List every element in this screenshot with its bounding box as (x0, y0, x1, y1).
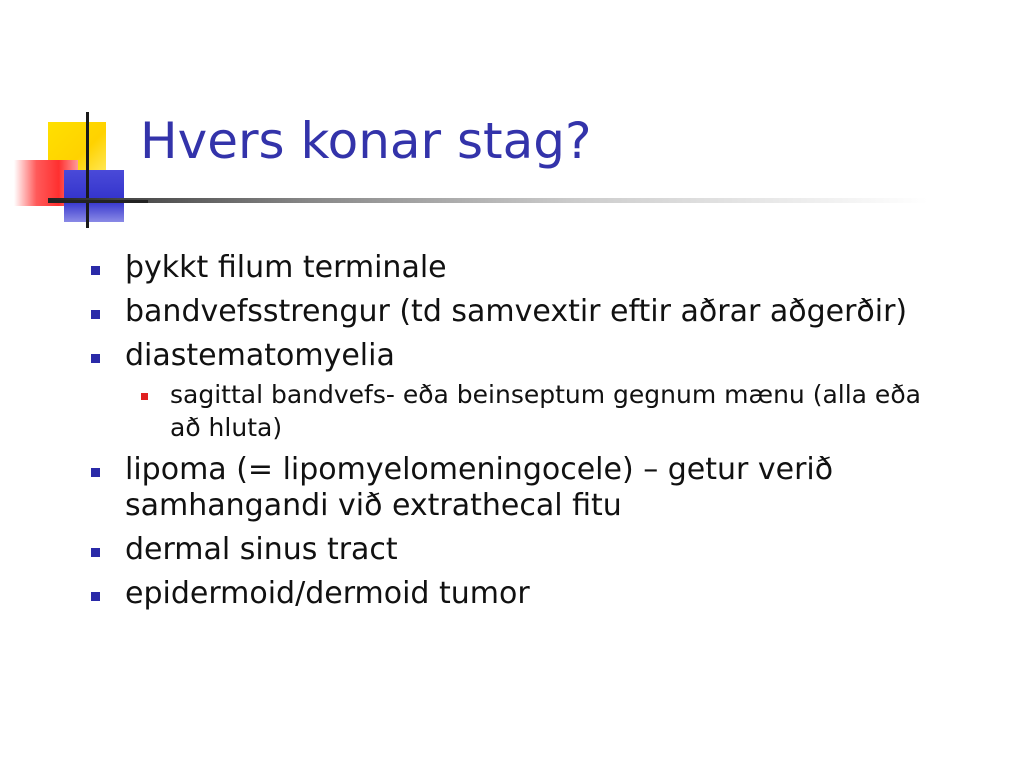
bullet-list (88, 250, 958, 620)
bullet-item (88, 250, 958, 286)
slide-title: Hvers konar stag? (140, 112, 592, 170)
bullet-text: bandvefsstrengur (td samvextir eftir aðrar aðgerðir) (125, 294, 908, 329)
sub-bullet-text: sagittal bandvefs- eða beinseptum gegnum mænu (alla eða að hluta) (170, 380, 921, 442)
bullet-text: lipoma (= lipomyelomeningocele) – getur verið samhangandi við extrathecal fitu (125, 452, 834, 523)
vertical-rule-line (86, 112, 89, 228)
bullet-text: diastematomyelia (125, 338, 395, 373)
slide-logo-decoration (0, 100, 150, 230)
bullet-item (88, 576, 958, 612)
bullet-item (88, 338, 958, 444)
sub-bullet-list (125, 378, 958, 444)
sub-bullet-item (125, 378, 958, 444)
bullet-text: þykkt filum terminale (125, 250, 447, 285)
bullet-item (88, 532, 958, 568)
title-underline-rule-dark (48, 200, 148, 203)
bullet-item (88, 294, 958, 330)
bullet-text: dermal sinus tract (125, 532, 398, 567)
title-underline-rule (48, 198, 928, 203)
bullet-text: epidermoid/dermoid tumor (125, 576, 530, 611)
blue-square-shape (64, 170, 124, 222)
bullet-item (88, 452, 958, 524)
